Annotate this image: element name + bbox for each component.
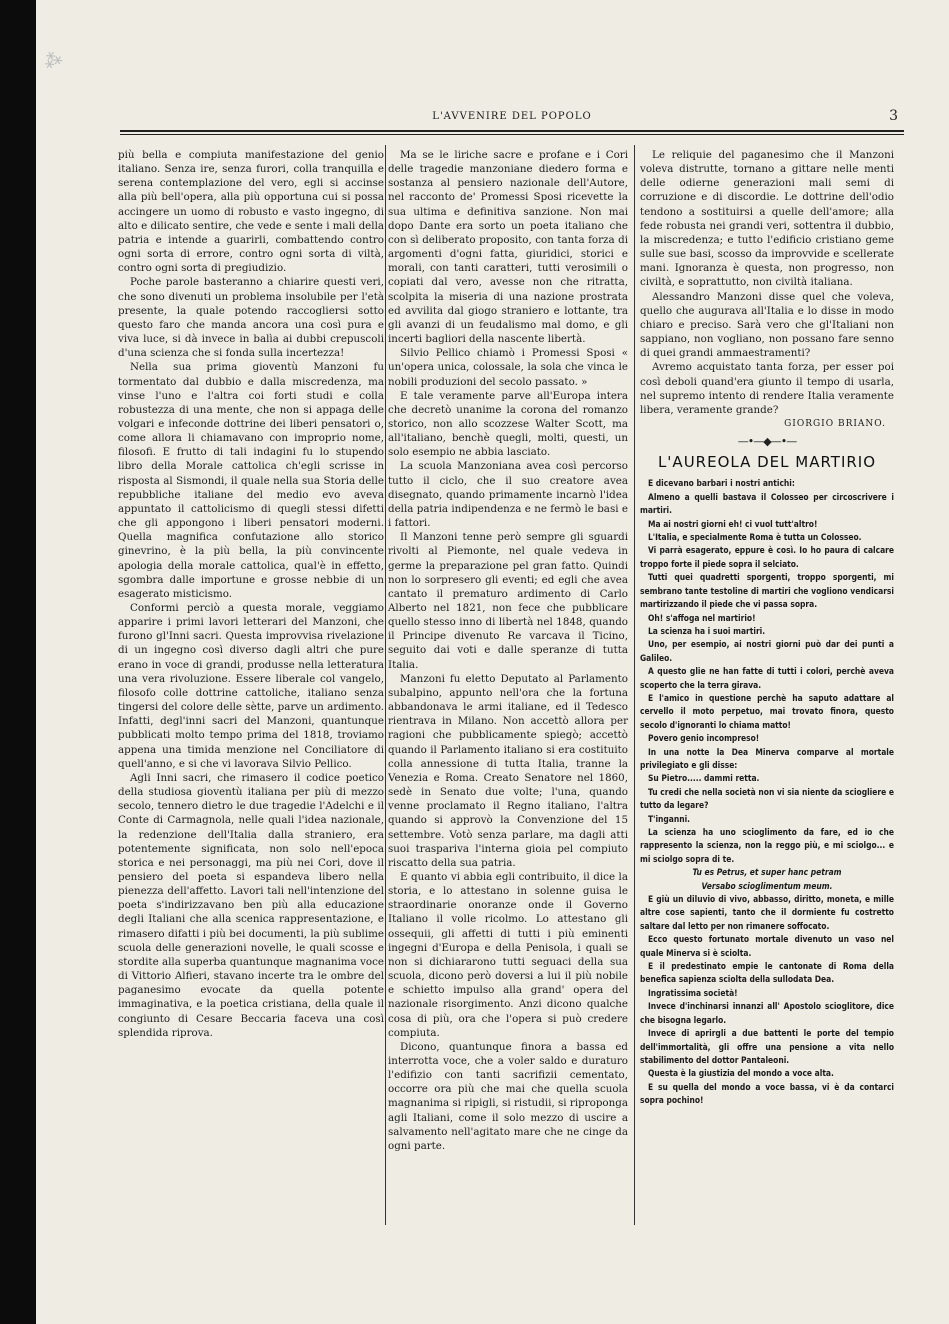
paragraph: A questo glie ne han fatte di tutti i colori, perchè aveva scoperto che la terra girava. xyxy=(640,666,894,690)
paragraph: Almeno a quelli bastava il Colosseo per circoscrivere i martiri. xyxy=(640,491,894,516)
paragraph: La scienza ha i suoi martiri. xyxy=(648,625,766,636)
latin-verse: Tu es Petrus, et super hanc petram xyxy=(692,867,842,878)
paragraph: Ingratissima società! xyxy=(648,987,738,998)
paragraph: T'inganni. xyxy=(648,813,691,824)
paragraph: Il Manzoni tenne però sempre gli sguardi rivolti al Piemonte, nel quale vedeva in germe la preparazione pel gran fatto. Quindi non lo sorpresero gli eventi; ed egli che avea cantato il prematuro ardimento di Carlo Alberto nel 1821, non fece che pubblicare quello stesso inno di libertà nel 1848, quando il Principe divenuto Re varcava il Ticino, seguito dai voti e dalle speranze di tutta Italia. xyxy=(388,531,628,671)
latin-verse: Versabo scioglimentum meum. xyxy=(701,880,833,891)
paragraph: E il predestinato empie le cantonate di Roma della benefica sapienza sciolta della sullodata Dea. xyxy=(640,961,894,985)
author-signature: GIORGIO BRIANO. xyxy=(784,418,886,429)
paragraph: Tutti quei quadretti sporgenti, troppo sporgenti, mi sembrano tante testoline di martiri che vogliono vendicarsi martirizzando il piede che vi passa sopra. xyxy=(640,572,894,610)
paragraph: Conformi perciò a questa morale, veggiamo apparire i primi lavori letterari del Manzoni, che furono gl'Inni sacri. Questa improvvisa rivelazione di un ingegno così diverso dagli altri che pure erano in voce di grandi, produsse nella letteratura una vera rivoluzione. Essere liberale col vangelo, filosofo colle dottrine cattoliche, italiano senza tingersi del colore delle sètte, parve un ardimento. Infatti, degl'inni sacri del Manzoni, quantunque pubblicati molto tempo prima del 1818, troviamo appena una timida menzione nel Conciliatore di quell'anno, e si che vi lavorava Silvio Pellico. xyxy=(118,602,384,770)
paragraph: Povero genio incompreso! xyxy=(648,733,760,744)
paragraph: L'Italia, e specialmente Roma è tutta un Colosseo. xyxy=(648,532,862,543)
paragraph: E dicevano barbari i nostri antichi: xyxy=(648,478,795,489)
paragraph: Dicono, quantunque finora a bassa ed interrotta voce, che a voler saldo e duraturo l'edifizio con tanti sacrifizii cementato, occorre ora più che mai che quella scuola magnanima si ripigli, si ristudii, si riproponga agli Italiani, come il solo mezzo di uscire a salvamento nell'agitato mare che ne cinge da ogni parte. xyxy=(388,1040,628,1152)
page-mark: ⁂ xyxy=(40,47,66,74)
paragraph: Ma ai nostri giorni eh! ci vuol tutt'altro! xyxy=(648,518,818,529)
column-separator xyxy=(634,145,635,1225)
paragraph: E l'amico in questione perchè ha saputo adattare al cervello il moto perpetuo, mai trovato finora, questo secolo d'ignoranti lo chiama matto! xyxy=(640,692,894,730)
paragraph: La scuola Manzoniana avea così percorso tutto il ciclo, che il suo creatore avea disegnato, quando primamente incarnò l'idea della patria indipendenza e ne fermò le basi e i fattori. xyxy=(388,460,628,530)
paragraph: Oh! s'affoga nel martirio! xyxy=(648,612,756,623)
paragraph: E giù un diluvio di vivo, abbasso, diritto, moneta, e mille altre cose sapienti, tanto che il dormiente fu costretto saltare dal letto per non rimanere soffocato. xyxy=(640,894,894,931)
paragraph: Avremo acquistato tanta forza, per esser poi così deboli quand'era giunto il tempo di usarla, nel supremo intento di rendere Italia veramente libera, veramente grande? xyxy=(640,361,894,416)
newspaper-title: L'AVVENIRE DEL POPOLO xyxy=(432,111,592,122)
paragraph: Alessandro Manzoni disse quel che voleva, quello che augurava all'Italia e lo disse in modo chiaro e preciso. Sarà vero che gl'Italiani non sappiano, non vogliano, non possano fare senno di quei grandi ammaestramenti? xyxy=(640,290,894,360)
paragraph: Le reliquie del paganesimo che il Manzoni voleva distrutte, tornano a gittare nelle menti delle odierne generazioni mali semi di corruzione e di discordie. Le dottrine dell'odio tendono a sostituirsi a quelle dell'amore; alla fede robusta nei grandi veri, sottentra il dubbio, la miscredenza; e tutto l'edificio cristiano geme sulle sue basi, scosso da improvvide e scellerate mani. Ignoranza è questa, non progresso, non civiltà, e soprattutto, non civiltà italiana. xyxy=(640,149,894,289)
paragraph: Ma se le liriche sacre e profane e i Cori delle tragedie manzoniane diedero forma e sostanza al pensiero nazionale dell'Autore, nel racconto de' Promessi Sposi ricevette la sua ultima e definitiva sanzione. Non mai dopo Dante era sorto un poeta italiano che con sì deliberato proposito, con tanta forza di argomenti d'ogni fatta, giuridici, storici e morali, con tanti caratteri, tutti verosimili o copiati dal vero, avesse non che ritratta, scolpita la miseria di una nazione prostrata ed avvilita dal giogo straniero e lottante, tra gli avanzi di un feudalismo mal domo, e gli incerti bagliori della nascente libertà. xyxy=(388,149,628,346)
header-rule xyxy=(120,130,904,132)
paragraph: Uno, per esempio, ai nostri giorni può dar dei punti a Galileo. xyxy=(640,639,894,663)
paragraph: Su Pietro..... dammi retta. xyxy=(648,773,760,784)
page-number: 3 xyxy=(889,108,898,124)
newspaper-page xyxy=(36,0,949,1324)
column-3 xyxy=(640,148,894,1108)
page-header xyxy=(120,109,904,139)
paragraph: Nella sua prima gioventù Manzoni fu tormentato dal dubbio e dalla miscredenza, ma vinse l'uno e l'altra coi forti studi e colla robustezza di una mente, che non si appaga delle volgari e infeconde dottrine dei liberi pensatori o, come allora li chiamavano con improprio nome, filosofi. E frutto di tali indagini fu lo stupendo libro della Morale cattolica ch'egli scrisse in risposta al Sismondi, il quale nella sua Storia delle repubbliche italiane del medio evo aveva appuntato il cattolicismo di quegli stessi difetti che gli appongono i liberi pensatori moderni. Quella magnifica confutazione allo storico ginevrino, è la più bella, la più convincente apologia della morale cattolica, qual'è in effetto, sgombra dalle importune e grosse nebbie di un esagerato misticismo. xyxy=(118,361,384,600)
paragraph: Manzoni fu eletto Deputato al Parlamento subalpino, appunto nell'ora che la fortuna abbandonava le armi italiane, ed il Tedesco rientrava in Milano. Non accettò allora per ragioni che pubblicamente spiegò; accettò quando il Parlamento italiano si era costituito colla annessione di tutta Italia, tranne la Venezia e Roma. Creato Senatore nel 1860, sedè in Senato due volte; l'una, quando venne proclamato il Regno italiano, l'altra quando si approvò la Convenzione del 15 settembre. Votò senza parlare, ma dagli atti suoi traspariva l'interna gioia pel compiuto riscatto della sua patria. xyxy=(388,672,628,869)
column-1 xyxy=(118,148,384,1040)
paragraph: E su quella del mondo a voce bassa, vi è da contarci sopra pochino! xyxy=(640,1081,894,1106)
paragraph: Tu credi che nella società non vi sia niente da sciogliere e tutto da legare? xyxy=(640,786,894,811)
section-title: L'AUREOLA DEL MARTIRIO xyxy=(657,453,877,472)
paragraph: Invece di aprirgli a due battenti le porte del tempio dell'immortalità, gli offre una pensione a vita nello stabilimento del dottor Pantaleoni. xyxy=(640,1028,894,1065)
paragraph: Silvio Pellico chiamò i Promessi Sposi « un'opera unica, colossale, la sola che vinca le nobili produzioni del secolo passato. » xyxy=(388,347,628,388)
header-rule-thin xyxy=(120,134,904,135)
paragraph: Invece d'inchinarsi innanzi all' Apostolo scioglitore, dice che bisogna legarlo. xyxy=(640,1001,894,1025)
paragraph: Questa è la giustizia del mondo a voce alta. xyxy=(648,1068,834,1079)
column-2 xyxy=(388,148,628,1153)
ornament-divider: —•—◆—•— xyxy=(737,435,797,449)
paragraph: In una notte la Dea Minerva comparve al mortale privilegiato e gli disse: xyxy=(640,746,894,770)
paragraph: La scienza ha uno scioglimento da fare, ed io che rappresento la scienza, non la reggo più, e mi sciolgo... e mi sciolgo sopra di te. xyxy=(640,827,894,864)
satire-article xyxy=(640,477,894,1107)
paragraph: Agli Inni sacri, che rimasero il codice poetico della studiosa gioventù italiana per più di mezzo secolo, tennero dietro le due tragedie l'Adelchi e il Conte di Carmagnola, nelle quali l'idea nazionale, la redenzione dell'Italia dalla straniero, era potentemente significata, non solo nell'epoca storica e nei personaggi, ma più nei Cori, dove il pensiero del poeta si espandeva libero nella pienezza dell'affetto. Lavori tali nell'intenzione del poeta s'indirizzavano ben più alla educazione degli Italiani che alla scenica rappresentazione, e rimasero difatti i più bei documenti, la più sublime scuola delle generazioni novelle, le quali scosse e stordite alla superba quantunque magnanima voce di Vittorio Alfieri, stavano incerte tra le ombre del paganesimo evocate da quella potente immaginativa, e la poetica cristiana, della quale il congiunto di Cesare Beccaria faceva una così splendida riprova. xyxy=(118,771,384,1039)
paragraph: Vi parrà esagerato, eppure è così. Io ho paura di calcare troppo forte il piede sopra il selciato. xyxy=(640,545,894,569)
column-separator xyxy=(385,145,386,1225)
paragraph: E quanto vi abbia egli contribuito, il dice la storia, e lo attestano in solenne guisa le straordinarie onoranze onde il Governo Italiano il volle ricolmo. Lo attestano gli ossequii, gli affetti di tutti i più eminenti ingegni d'Europa e della Penisola, i quali se non si dichiararono tutti seguaci della sua scuola, dicono però doversi a lui il più nobile e schietto impulso alla grand' opera del nazionale risorgimento. Anzi dicono qualche cosa di più, ora che l'opera si può credere compiuta. xyxy=(388,870,628,1039)
paragraph: E tale veramente parve all'Europa intera che decretò unanime la corona del romanzo storico, non allo scozzese Walter Scott, ma all'italiano, benchè quegli, molti, questi, un solo esempio ne abbia lasciato. xyxy=(388,389,628,459)
paragraph: più bella e compiuta manifestazione del genio italiano. Senza ire, senza furori, colla tranquilla e serena contemplazione del vero, egli si accinse alla più bell'opera, alla più opportuna cui si possa accingere un uomo di robusto e vasto ingegno, di alto e dilicato sentire, che vede e sente i mali della patria e intende a guarirli, combattendo contro ogni sorta di errore, contro ogni sorta di viltà, contro ogni sorta di pregiudizio. xyxy=(118,149,384,275)
paragraph: Poche parole basteranno a chiarire questi veri, che sono divenuti un problema insolubile per l'età presente, la quale potendo raccogliersi sotto questo faro che manda ancora una così pura e viva luce, si dà invece in balìa ai dubbi crepuscoli d'una scienza che si fonda sulla incertezza! xyxy=(118,276,384,360)
paragraph: Ecco questo fortunato mortale divenuto un vaso nel quale Minerva si è sciolta. xyxy=(640,934,894,958)
